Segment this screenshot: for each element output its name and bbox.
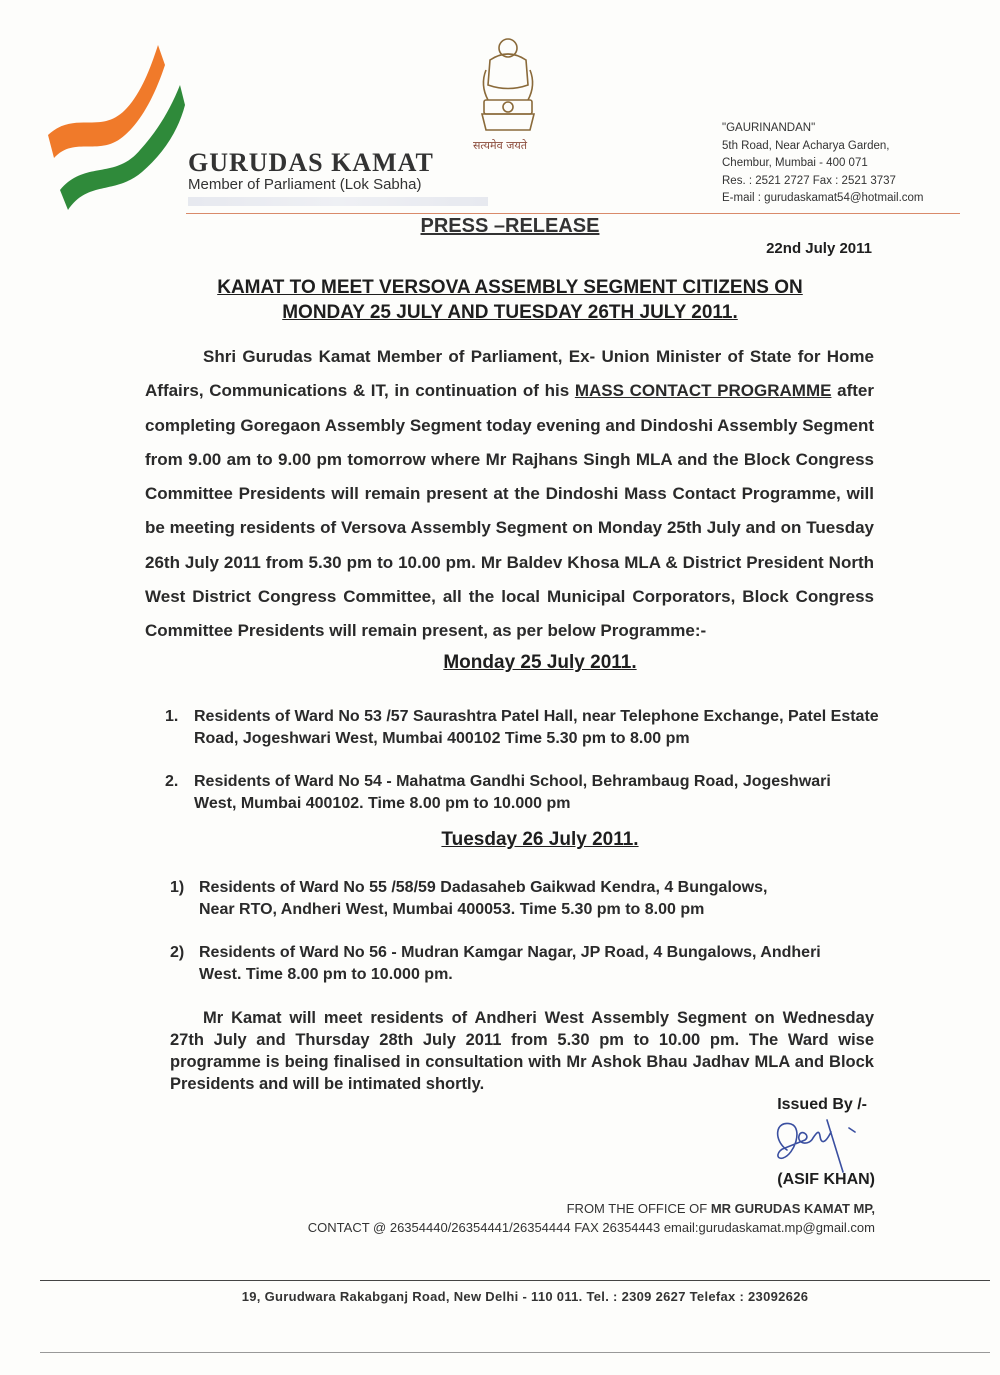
- headline-line-2: MONDAY 25 JULY AND TUESDAY 26TH JULY 2011.: [282, 302, 738, 323]
- list-item: [170, 877, 885, 923]
- address-line: "GAURINANDAN": [722, 122, 816, 134]
- letterhead-divider: [186, 213, 960, 214]
- list-item-text: [194, 771, 894, 815]
- footer-address: 19, Gurudwara Rakabganj Road, New Delhi - 110 011. Tel. : 2309 2627 Telefax : 23092626: [241, 1289, 809, 1304]
- tuesday-heading: Tuesday 26 July 2011.: [441, 829, 639, 850]
- address-line: Res. : 2521 2727 Fax : 2521 3737: [722, 174, 896, 187]
- address-line: Chembur, Mumbai - 400 071: [722, 157, 868, 169]
- list-item-line: West, Mumbai 400102. Time 8.00 pm to 10.000 pm: [194, 795, 571, 812]
- list-item-number: 1.: [165, 708, 179, 725]
- body-text-part-1: Shri Gurudas Kamat Member of Parliament, Ex- Union Minister of State for Home Affairs, Communications & IT, in continuation of his: [145, 347, 874, 401]
- closing-text: Mr Kamat will meet residents of Andheri West Assembly Segment on Wednesday 27th July and Thursday 28th July 2011 from 5.30 pm to 10.00 pm. The Ward wise programme is being finalised in consultation with Mr Ashok Bhau Jadhav MLA and Block Presidents and will be intimated shortly.: [170, 1009, 874, 1093]
- list-item-number: 2.: [165, 773, 179, 790]
- letterhead-designation: Member of Parliament (Lok Sabha): [188, 176, 422, 193]
- list-item-line: Near RTO, Andheri West, Mumbai 400053. Time 5.30 pm to 8.00 pm: [199, 901, 705, 918]
- letterhead-name: GURUDAS KAMAT: [188, 148, 434, 177]
- address-line: 5th Road, Near Acharya Garden,: [722, 139, 890, 152]
- list-item-text: [194, 706, 894, 750]
- office-prefix: FROM THE OFFICE OF: [566, 1201, 711, 1216]
- headline: [130, 275, 890, 325]
- office-name: MR GURUDAS KAMAT MP,: [710, 1201, 875, 1216]
- office-line: [308, 1199, 875, 1218]
- footer-divider: [40, 1280, 990, 1281]
- list-item-line: West. Time 8.00 pm to 10.000 pm.: [199, 966, 453, 983]
- body-text-part-2: after completing Goregaon Assembly Segment today evening and Dindoshi Assembly Segment from 9.00 am to 9.00 pm tomorrow where Mr Rajhans Singh MLA and the Block Congress Committee Presidents will remain present at the Dindoshi Mass Contact Programme, will be meeting residents of Versova Assembly Segment on Monday 25th July and on Tuesday 26th July 2011 from 5.30 pm to 10.00 pm. Mr Baldev Khosa MLA & District President North West District Congress Committee, all the local Municipal Corporators, Block Congress Committee Presidents will remain present, as per below Programme:-: [145, 381, 874, 641]
- signatory-name: (ASIF KHAN): [777, 1171, 875, 1188]
- list-item-number: 2): [170, 944, 185, 961]
- list-item-line: Residents of Ward No 53 /57 Saurashtra Patel Hall, near Telephone Exchange, Patel Estate: [194, 708, 879, 725]
- emblem-motto: सत्यमेव जयते: [473, 139, 528, 152]
- body-paragraph: [145, 340, 874, 649]
- handwritten-signature: [765, 1110, 865, 1180]
- list-item-text: [199, 942, 889, 986]
- list-item: [170, 942, 885, 988]
- letterhead-address: [722, 120, 924, 208]
- address-line: E-mail : gurudaskamat54@hotmail.com: [722, 192, 924, 204]
- mass-contact-programme-text: MASS CONTACT PROGRAMME: [574, 381, 832, 401]
- press-release-title: PRESS –RELEASE: [420, 215, 600, 237]
- headline-line-1: KAMAT TO MEET VERSOVA ASSEMBLY SEGMENT CITIZENS ON: [217, 277, 803, 298]
- bottom-rule: [40, 1352, 990, 1353]
- closing-paragraph: [170, 1007, 874, 1095]
- office-contact-line: CONTACT @ 26354440/26354441/26354444 FAX 26354443 email:gurudaskamat.mp@gmail.com: [307, 1220, 875, 1235]
- national-emblem-icon: [468, 30, 548, 155]
- list-item-line: Residents of Ward No 55 /58/59 Dadasaheb Gaikwad Kendra, 4 Bungalows,: [199, 879, 768, 896]
- office-contact: [308, 1199, 875, 1237]
- list-item-line: Residents of Ward No 56 - Mudran Kamgar Nagar, JP Road, 4 Bungalows, Andheri: [199, 944, 821, 961]
- list-item-number: 1): [170, 879, 185, 896]
- list-item-line: Residents of Ward No 54 - Mahatma Gandhi School, Behrambaug Road, Jogeshwari: [194, 773, 831, 790]
- release-date: 22nd July 2011: [766, 240, 872, 257]
- list-item-line: Road, Jogeshwari West, Mumbai 400102 Time 5.30 pm to 8.00 pm: [194, 730, 690, 747]
- list-item-text: [199, 877, 889, 921]
- issued-by-label: Issued By /-: [777, 1096, 867, 1113]
- list-item: [165, 706, 885, 752]
- faded-subline: [188, 197, 488, 206]
- tricolor-flag-logo: [30, 40, 190, 215]
- list-item: [165, 771, 885, 817]
- monday-heading: Monday 25 July 2011.: [443, 652, 637, 673]
